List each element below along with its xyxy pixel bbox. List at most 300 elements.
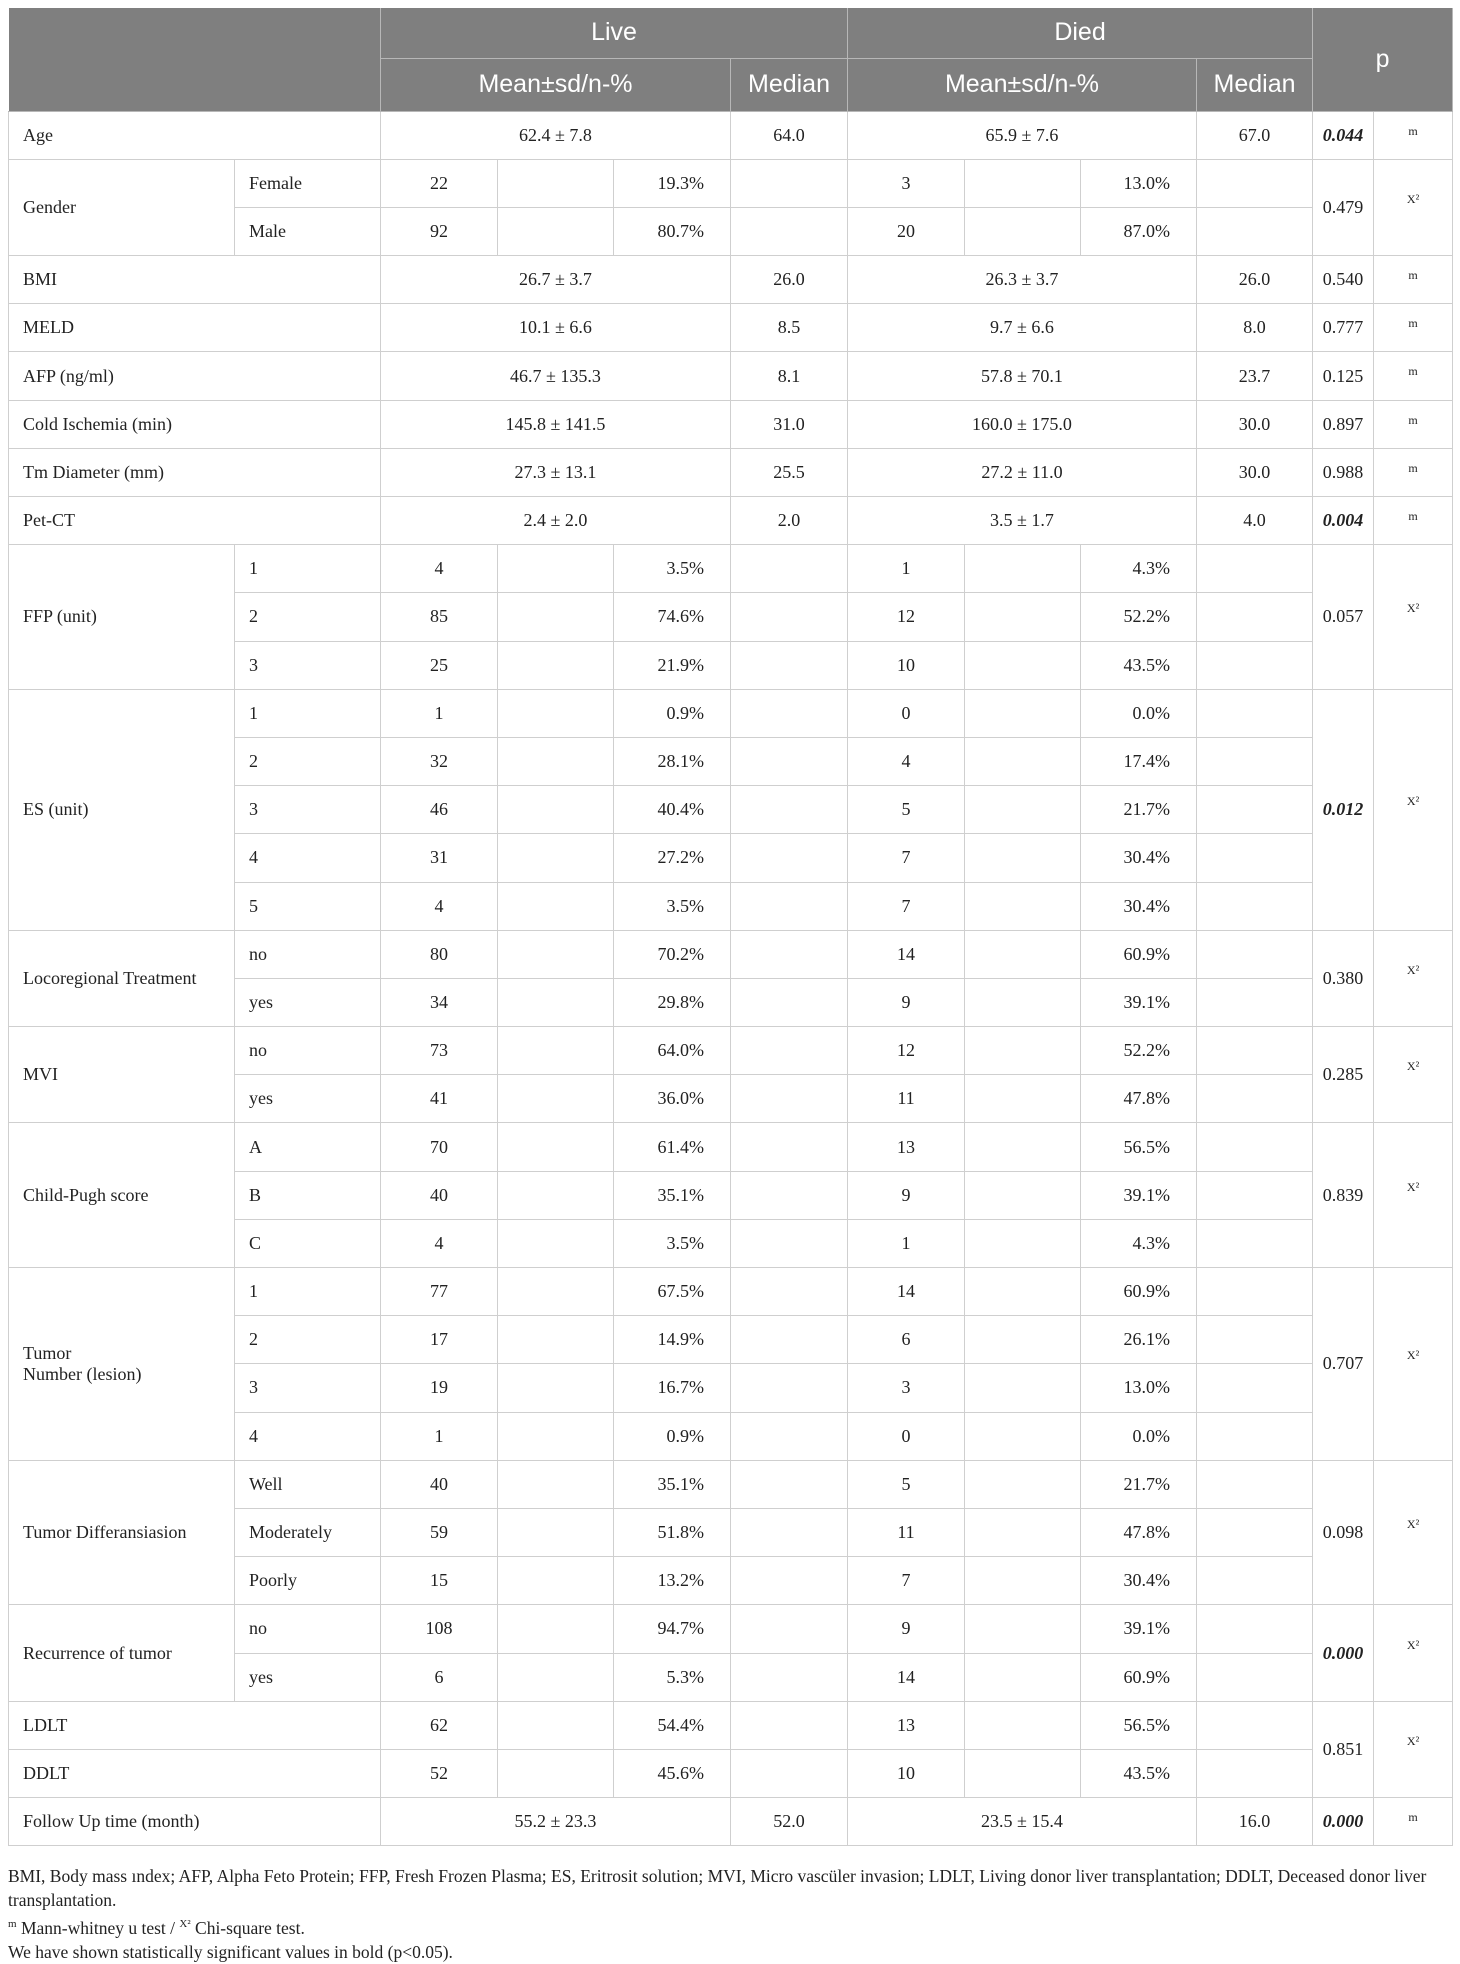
- table-row: [9, 497, 1453, 545]
- died-count: 7: [848, 834, 965, 882]
- live-count: 85: [381, 593, 498, 641]
- test-marker: m: [1374, 304, 1453, 352]
- live-spacer: [498, 1027, 614, 1075]
- died-spacer: [965, 1219, 1081, 1267]
- variable-label: Tumor Differansiasion: [9, 1460, 235, 1605]
- p-value: 0.057: [1313, 545, 1374, 690]
- died-spacer: [965, 207, 1081, 255]
- died-percent: 26.1%: [1081, 1316, 1197, 1364]
- live-mean-sd: 26.7 ± 3.7: [381, 256, 731, 304]
- header-blank: [9, 8, 381, 111]
- variable-label: Gender: [9, 159, 235, 255]
- died-percent: 21.7%: [1081, 1460, 1197, 1508]
- live-median-empty: [731, 1316, 848, 1364]
- category-label: no: [235, 1027, 381, 1075]
- died-percent: 13.0%: [1081, 1364, 1197, 1412]
- variable-label: DDLT: [9, 1749, 381, 1797]
- live-percent: 14.9%: [614, 1316, 731, 1364]
- live-percent: 3.5%: [614, 882, 731, 930]
- died-spacer: [965, 1653, 1081, 1701]
- live-median-empty: [731, 1749, 848, 1797]
- category-label: 3: [235, 641, 381, 689]
- p-value: 0.285: [1313, 1027, 1374, 1123]
- live-median-empty: [731, 1171, 848, 1219]
- category-label: 5: [235, 882, 381, 930]
- died-median-empty: [1197, 1075, 1313, 1123]
- test-marker: m: [1374, 497, 1453, 545]
- live-count: 70: [381, 1123, 498, 1171]
- live-count: 31: [381, 834, 498, 882]
- died-count: 3: [848, 1364, 965, 1412]
- died-count: 6: [848, 1316, 965, 1364]
- died-spacer: [965, 159, 1081, 207]
- table-row: [9, 1027, 1453, 1075]
- live-median-empty: [731, 1605, 848, 1653]
- died-spacer: [965, 786, 1081, 834]
- variable-label: ES (unit): [9, 689, 235, 930]
- p-value: 0.540: [1313, 256, 1374, 304]
- table-row: [9, 1605, 1453, 1653]
- header-p: p: [1313, 8, 1453, 111]
- live-median: 64.0: [731, 111, 848, 159]
- died-percent: 30.4%: [1081, 834, 1197, 882]
- live-percent: 21.9%: [614, 641, 731, 689]
- died-count: 1: [848, 1219, 965, 1267]
- significance-note: We have shown statistically significant values in bold (p<0.05).: [8, 1941, 453, 1962]
- live-spacer: [498, 930, 614, 978]
- live-count: 52: [381, 1749, 498, 1797]
- live-count: 6: [381, 1653, 498, 1701]
- live-median-empty: [731, 641, 848, 689]
- live-spacer: [498, 1701, 614, 1749]
- live-median-empty: [731, 689, 848, 737]
- test-marker: [1374, 545, 1453, 690]
- category-label: no: [235, 930, 381, 978]
- live-spacer: [498, 593, 614, 641]
- died-spacer: [965, 1557, 1081, 1605]
- abbreviations-note: BMI, Body mass ındex; AFP, Alpha Feto Protein; FFP, Fresh Frozen Plasma; ES, Eritrosit solution; MVI, Micro vascüler invasion; LDLT, Living donor liver transplantation; DDLT, Deceased donor liver transplantation.: [8, 1866, 1427, 1910]
- test-marker: m: [1374, 1798, 1453, 1846]
- live-spacer: [498, 1557, 614, 1605]
- died-count: 7: [848, 882, 965, 930]
- table-row: [9, 689, 1453, 737]
- header-live-mean: Mean±sd/n-%: [381, 58, 731, 111]
- died-count: 5: [848, 786, 965, 834]
- test-marker: [1374, 159, 1453, 255]
- died-percent: 30.4%: [1081, 1557, 1197, 1605]
- died-median-empty: [1197, 882, 1313, 930]
- live-spacer: [498, 1508, 614, 1556]
- live-median-empty: [731, 159, 848, 207]
- live-median: 2.0: [731, 497, 848, 545]
- live-count: 62: [381, 1701, 498, 1749]
- died-spacer: [965, 1412, 1081, 1460]
- died-median: 8.0: [1197, 304, 1313, 352]
- table-row: [9, 545, 1453, 593]
- category-label: Female: [235, 159, 381, 207]
- died-count: 0: [848, 689, 965, 737]
- live-spacer: [498, 1364, 614, 1412]
- live-count: 73: [381, 1027, 498, 1075]
- died-percent: 39.1%: [1081, 1171, 1197, 1219]
- died-count: 11: [848, 1508, 965, 1556]
- live-mean-sd: 46.7 ± 135.3: [381, 352, 731, 400]
- live-percent: 64.0%: [614, 1027, 731, 1075]
- test-marker: [1374, 930, 1453, 1026]
- category-label: 2: [235, 593, 381, 641]
- category-label: 2: [235, 1316, 381, 1364]
- test-m-mark: m: [8, 1918, 17, 1930]
- test-marker: m: [1374, 448, 1453, 496]
- live-percent: 94.7%: [614, 1605, 731, 1653]
- header-died-mean: Mean±sd/n-%: [848, 58, 1197, 111]
- category-label: 1: [235, 545, 381, 593]
- live-spacer: [498, 641, 614, 689]
- variable-label: Pet-CT: [9, 497, 381, 545]
- test-marker-text: X²: [1406, 794, 1420, 809]
- died-percent: 56.5%: [1081, 1123, 1197, 1171]
- test-marker: [1374, 1123, 1453, 1268]
- live-count: 40: [381, 1171, 498, 1219]
- live-percent: 0.9%: [614, 689, 731, 737]
- live-median: 26.0: [731, 256, 848, 304]
- live-percent: 3.5%: [614, 1219, 731, 1267]
- test-marker-text: X²: [1406, 1179, 1420, 1194]
- live-median: 25.5: [731, 448, 848, 496]
- died-spacer: [965, 1123, 1081, 1171]
- died-median: 67.0: [1197, 111, 1313, 159]
- p-value: 0.839: [1313, 1123, 1374, 1268]
- live-median-empty: [731, 1460, 848, 1508]
- variable-label: MELD: [9, 304, 381, 352]
- live-count: 1: [381, 689, 498, 737]
- live-count: 92: [381, 207, 498, 255]
- died-mean-sd: 160.0 ± 175.0: [848, 400, 1197, 448]
- live-spacer: [498, 1605, 614, 1653]
- live-median-empty: [731, 1027, 848, 1075]
- p-value: 0.897: [1313, 400, 1374, 448]
- results-table: [8, 8, 1453, 1846]
- table-row: [9, 930, 1453, 978]
- table-row: [9, 1268, 1453, 1316]
- live-count: 77: [381, 1268, 498, 1316]
- died-count: 1: [848, 545, 965, 593]
- live-spacer: [498, 1268, 614, 1316]
- died-spacer: [965, 1027, 1081, 1075]
- live-median-empty: [731, 1364, 848, 1412]
- test-marker: [1374, 1460, 1453, 1605]
- live-spacer: [498, 1653, 614, 1701]
- died-median-empty: [1197, 930, 1313, 978]
- live-count: 46: [381, 786, 498, 834]
- died-count: 14: [848, 1653, 965, 1701]
- live-median-empty: [731, 930, 848, 978]
- table-notes: [8, 1864, 1452, 1964]
- test-x-mark: X²: [179, 1918, 191, 1930]
- test-marker: m: [1374, 256, 1453, 304]
- table-row: [9, 159, 1453, 207]
- died-median-empty: [1197, 1364, 1313, 1412]
- died-percent: 0.0%: [1081, 689, 1197, 737]
- live-percent: 16.7%: [614, 1364, 731, 1412]
- category-label: B: [235, 1171, 381, 1219]
- variable-label-line: Tumor: [23, 1342, 72, 1363]
- table-body: [9, 111, 1453, 1846]
- table-container: [8, 8, 1452, 1846]
- variable-label: Tm Diameter (mm): [9, 448, 381, 496]
- live-count: 59: [381, 1508, 498, 1556]
- died-median-empty: [1197, 1508, 1313, 1556]
- died-percent: 43.5%: [1081, 1749, 1197, 1797]
- live-mean-sd: 145.8 ± 141.5: [381, 400, 731, 448]
- died-spacer: [965, 882, 1081, 930]
- died-median-empty: [1197, 1171, 1313, 1219]
- test-marker-text: X²: [1406, 1348, 1420, 1363]
- live-percent: 35.1%: [614, 1171, 731, 1219]
- live-median-empty: [731, 1653, 848, 1701]
- died-mean-sd: 23.5 ± 15.4: [848, 1798, 1197, 1846]
- died-spacer: [965, 1171, 1081, 1219]
- died-spacer: [965, 978, 1081, 1026]
- p-value: 0.004: [1313, 497, 1374, 545]
- p-value: 0.988: [1313, 448, 1374, 496]
- table-row: [9, 1798, 1453, 1846]
- category-label: 4: [235, 834, 381, 882]
- live-median-empty: [731, 1508, 848, 1556]
- live-median-empty: [731, 737, 848, 785]
- live-percent: 51.8%: [614, 1508, 731, 1556]
- live-spacer: [498, 1749, 614, 1797]
- live-percent: 45.6%: [614, 1749, 731, 1797]
- died-percent: 4.3%: [1081, 1219, 1197, 1267]
- test-marker: m: [1374, 400, 1453, 448]
- died-median: 23.7: [1197, 352, 1313, 400]
- test-marker-text: X²: [1406, 962, 1420, 977]
- died-count: 9: [848, 978, 965, 1026]
- test-marker: [1374, 689, 1453, 930]
- died-count: 14: [848, 1268, 965, 1316]
- test-marker-text: X²: [1406, 601, 1420, 616]
- live-spacer: [498, 978, 614, 1026]
- variable-label: AFP (ng/ml): [9, 352, 381, 400]
- died-percent: 87.0%: [1081, 207, 1197, 255]
- live-mean-sd: 27.3 ± 13.1: [381, 448, 731, 496]
- live-spacer: [498, 1412, 614, 1460]
- live-count: 19: [381, 1364, 498, 1412]
- table-row: [9, 1123, 1453, 1171]
- died-percent: 39.1%: [1081, 978, 1197, 1026]
- live-percent: 35.1%: [614, 1460, 731, 1508]
- died-median: 4.0: [1197, 497, 1313, 545]
- died-median-empty: [1197, 207, 1313, 255]
- live-median-empty: [731, 1075, 848, 1123]
- variable-label: Cold Ischemia (min): [9, 400, 381, 448]
- live-mean-sd: 62.4 ± 7.8: [381, 111, 731, 159]
- category-label: 2: [235, 737, 381, 785]
- tests-note: [8, 1912, 1452, 1940]
- live-median-empty: [731, 1268, 848, 1316]
- died-median-empty: [1197, 1653, 1313, 1701]
- live-count: 15: [381, 1557, 498, 1605]
- live-median-empty: [731, 207, 848, 255]
- live-median-empty: [731, 545, 848, 593]
- died-median: 30.0: [1197, 400, 1313, 448]
- live-spacer: [498, 882, 614, 930]
- live-median-empty: [731, 1557, 848, 1605]
- category-label: 1: [235, 1268, 381, 1316]
- live-median: 52.0: [731, 1798, 848, 1846]
- table-row: [9, 1701, 1453, 1749]
- live-percent: 29.8%: [614, 978, 731, 1026]
- variable-label: Child-Pugh score: [9, 1123, 235, 1268]
- died-median: 26.0: [1197, 256, 1313, 304]
- died-spacer: [965, 1605, 1081, 1653]
- live-spacer: [498, 786, 614, 834]
- died-percent: 30.4%: [1081, 882, 1197, 930]
- live-mean-sd: 10.1 ± 6.6: [381, 304, 731, 352]
- died-percent: 17.4%: [1081, 737, 1197, 785]
- test-marker-text: X²: [1406, 1733, 1420, 1748]
- died-count: 3: [848, 159, 965, 207]
- live-percent: 54.4%: [614, 1701, 731, 1749]
- live-percent: 61.4%: [614, 1123, 731, 1171]
- died-count: 7: [848, 1557, 965, 1605]
- died-spacer: [965, 1508, 1081, 1556]
- died-count: 9: [848, 1171, 965, 1219]
- died-percent: 52.2%: [1081, 593, 1197, 641]
- live-spacer: [498, 1171, 614, 1219]
- died-percent: 60.9%: [1081, 1653, 1197, 1701]
- live-spacer: [498, 689, 614, 737]
- live-spacer: [498, 207, 614, 255]
- live-percent: 36.0%: [614, 1075, 731, 1123]
- died-median-empty: [1197, 1605, 1313, 1653]
- live-percent: 67.5%: [614, 1268, 731, 1316]
- test-marker-text: X²: [1406, 1517, 1420, 1532]
- live-count: 17: [381, 1316, 498, 1364]
- live-count: 22: [381, 159, 498, 207]
- live-percent: 5.3%: [614, 1653, 731, 1701]
- died-count: 0: [848, 1412, 965, 1460]
- died-spacer: [965, 1749, 1081, 1797]
- died-median: 30.0: [1197, 448, 1313, 496]
- live-count: 32: [381, 737, 498, 785]
- category-label: Male: [235, 207, 381, 255]
- variable-label: MVI: [9, 1027, 235, 1123]
- died-count: 11: [848, 1075, 965, 1123]
- live-percent: 74.6%: [614, 593, 731, 641]
- variable-label: Recurrence of tumor: [9, 1605, 235, 1701]
- died-spacer: [965, 834, 1081, 882]
- p-value: 0.479: [1313, 159, 1374, 255]
- live-percent: 0.9%: [614, 1412, 731, 1460]
- died-mean-sd: 57.8 ± 70.1: [848, 352, 1197, 400]
- variable-label: Follow Up time (month): [9, 1798, 381, 1846]
- died-percent: 56.5%: [1081, 1701, 1197, 1749]
- died-percent: 52.2%: [1081, 1027, 1197, 1075]
- died-count: 12: [848, 593, 965, 641]
- variable-label: Locoregional Treatment: [9, 930, 235, 1026]
- died-median-empty: [1197, 689, 1313, 737]
- live-median-empty: [731, 882, 848, 930]
- test-marker: [1374, 1027, 1453, 1123]
- p-value: 0.851: [1313, 1701, 1374, 1797]
- test-marker: [1374, 1701, 1453, 1797]
- live-median-empty: [731, 834, 848, 882]
- died-median-empty: [1197, 1268, 1313, 1316]
- died-percent: 13.0%: [1081, 159, 1197, 207]
- live-count: 4: [381, 882, 498, 930]
- table-row: [9, 1749, 1453, 1797]
- p-value: 0.012: [1313, 689, 1374, 930]
- died-median-empty: [1197, 978, 1313, 1026]
- died-mean-sd: 27.2 ± 11.0: [848, 448, 1197, 496]
- live-count: 41: [381, 1075, 498, 1123]
- table-row: [9, 256, 1453, 304]
- died-median-empty: [1197, 1412, 1313, 1460]
- live-count: 108: [381, 1605, 498, 1653]
- category-label: Moderately: [235, 1508, 381, 1556]
- live-count: 34: [381, 978, 498, 1026]
- died-median-empty: [1197, 1219, 1313, 1267]
- variable-label: Age: [9, 111, 381, 159]
- p-value: 0.707: [1313, 1268, 1374, 1461]
- p-value: 0.380: [1313, 930, 1374, 1026]
- died-spacer: [965, 593, 1081, 641]
- died-spacer: [965, 1075, 1081, 1123]
- died-spacer: [965, 1364, 1081, 1412]
- header-live-median: Median: [731, 58, 848, 111]
- live-median: 8.1: [731, 352, 848, 400]
- died-percent: 47.8%: [1081, 1508, 1197, 1556]
- test-marker-text: X²: [1406, 1059, 1420, 1074]
- died-spacer: [965, 1316, 1081, 1364]
- category-label: yes: [235, 1075, 381, 1123]
- test-marker: [1374, 1605, 1453, 1701]
- table-row: [9, 1460, 1453, 1508]
- category-label: 1: [235, 689, 381, 737]
- live-mean-sd: 2.4 ± 2.0: [381, 497, 731, 545]
- variable-label: LDLT: [9, 1701, 381, 1749]
- live-count: 25: [381, 641, 498, 689]
- died-median-empty: [1197, 834, 1313, 882]
- header-live: Live: [381, 8, 848, 58]
- live-count: 1: [381, 1412, 498, 1460]
- p-value: 0.000: [1313, 1798, 1374, 1846]
- live-median-empty: [731, 1123, 848, 1171]
- table-row: [9, 400, 1453, 448]
- p-value: 0.098: [1313, 1460, 1374, 1605]
- live-spacer: [498, 834, 614, 882]
- died-median-empty: [1197, 1123, 1313, 1171]
- live-count: 4: [381, 545, 498, 593]
- died-median-empty: [1197, 593, 1313, 641]
- category-label: yes: [235, 1653, 381, 1701]
- live-percent: 3.5%: [614, 545, 731, 593]
- died-count: 10: [848, 641, 965, 689]
- died-spacer: [965, 545, 1081, 593]
- died-median-empty: [1197, 1749, 1313, 1797]
- died-mean-sd: 26.3 ± 3.7: [848, 256, 1197, 304]
- live-count: 4: [381, 1219, 498, 1267]
- died-count: 13: [848, 1123, 965, 1171]
- live-spacer: [498, 1123, 614, 1171]
- variable-label: FFP (unit): [9, 545, 235, 690]
- died-spacer: [965, 1268, 1081, 1316]
- died-percent: 60.9%: [1081, 930, 1197, 978]
- p-value: 0.125: [1313, 352, 1374, 400]
- died-mean-sd: 3.5 ± 1.7: [848, 497, 1197, 545]
